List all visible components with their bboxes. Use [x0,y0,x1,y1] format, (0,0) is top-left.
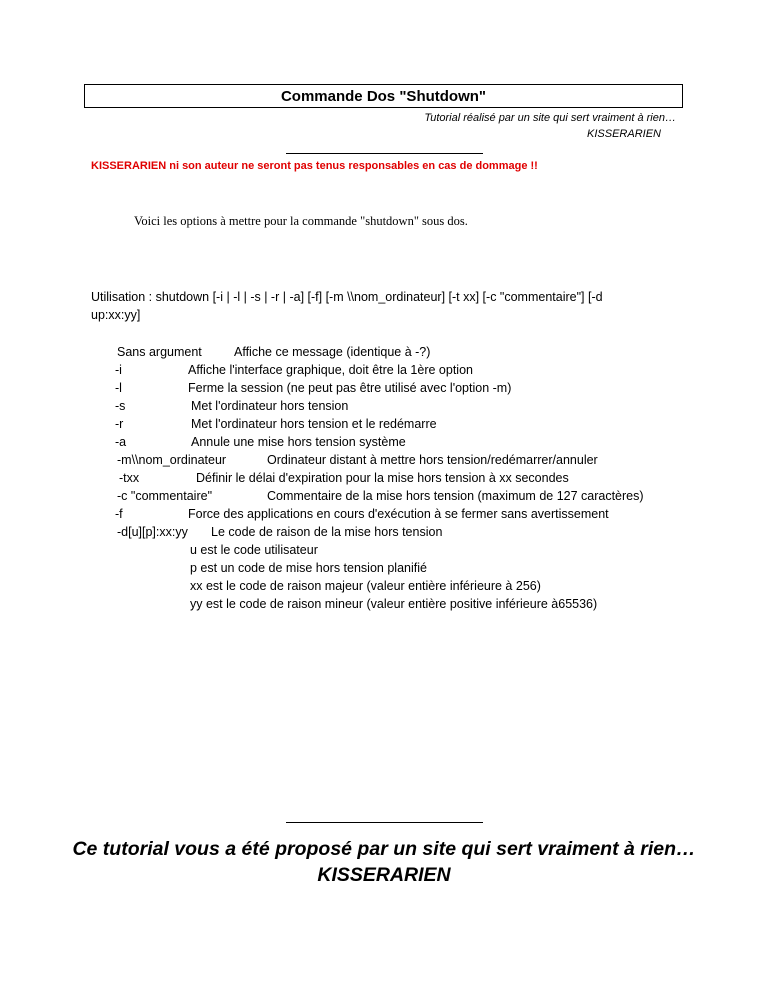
option-flag: -f [115,507,123,521]
usage-line-2: up:xx:yy] [91,308,141,322]
option-desc: Met l'ordinateur hors tension et le redémarre [191,417,437,431]
footer-line-1: Ce tutorial vous a été proposé par un site qui sert vraiment à rien… [72,838,696,860]
option-flag: -m\\nom_ordinateur [117,453,227,467]
option-flag: -r [115,417,124,431]
option-flag: Sans argument [117,345,202,359]
option-flag: -a [115,435,127,449]
option-desc: Commentaire de la mise hors tension (maximum de 127 caractères) [267,489,644,503]
reason-detail: yy est le code de raison mineur (valeur entière positive inférieure à65536) [190,597,598,611]
separator-top [286,153,483,154]
option-flag: -s [115,399,126,413]
credit-line-1: Tutorial réalisé par un site qui sert vraiment à rien… [424,112,676,124]
option-flag: -l [115,381,122,395]
option-desc: Affiche l'interface graphique, doit être la 1ère option [188,363,473,377]
reason-detail: p est un code de mise hors tension planifié [190,561,427,575]
option-desc: Force des applications en cours d'exécution à se fermer sans avertissement [188,507,609,521]
page-title: Commande Dos "Shutdown" [280,88,487,105]
credit-line-2: KISSERARIEN [587,128,661,140]
title-box [84,84,683,108]
reason-detail: xx est le code de raison majeur (valeur entière inférieure à 256) [190,579,541,593]
separator-bottom [286,822,483,823]
option-flag: -i [115,363,122,377]
option-desc: Définir le délai d'expiration pour la mise hors tension à xx secondes [196,471,569,485]
usage-line-1: Utilisation : shutdown [-i | -l | -s | -r | -a] [-f] [-m \\nom_ordinateur] [-t xx] [-c "commentaire"] [-d [91,290,603,304]
option-desc: Met l'ordinateur hors tension [191,399,349,413]
option-desc: Le code de raison de la mise hors tension [211,525,443,539]
intro-text: Voici les options à mettre pour la commande "shutdown" sous dos. [134,214,468,228]
option-desc: Affiche ce message (identique à -?) [234,345,431,359]
option-flag: -d[u][p]:xx:yy [117,525,188,539]
option-desc: Ordinateur distant à mettre hors tension/redémarrer/annuler [267,453,598,467]
option-flag: -txx [119,471,140,485]
option-desc: Annule une mise hors tension système [191,435,406,449]
warning-text: KISSERARIEN ni son auteur ne seront pas tenus responsables en cas de dommage !! [91,160,538,172]
footer-line-2: KISSERARIEN [317,864,451,886]
option-desc: Ferme la session (ne peut pas être utilisé avec l'option -m) [188,381,512,395]
option-flag: -c "commentaire" [117,489,213,503]
reason-detail: u est le code utilisateur [190,543,318,557]
